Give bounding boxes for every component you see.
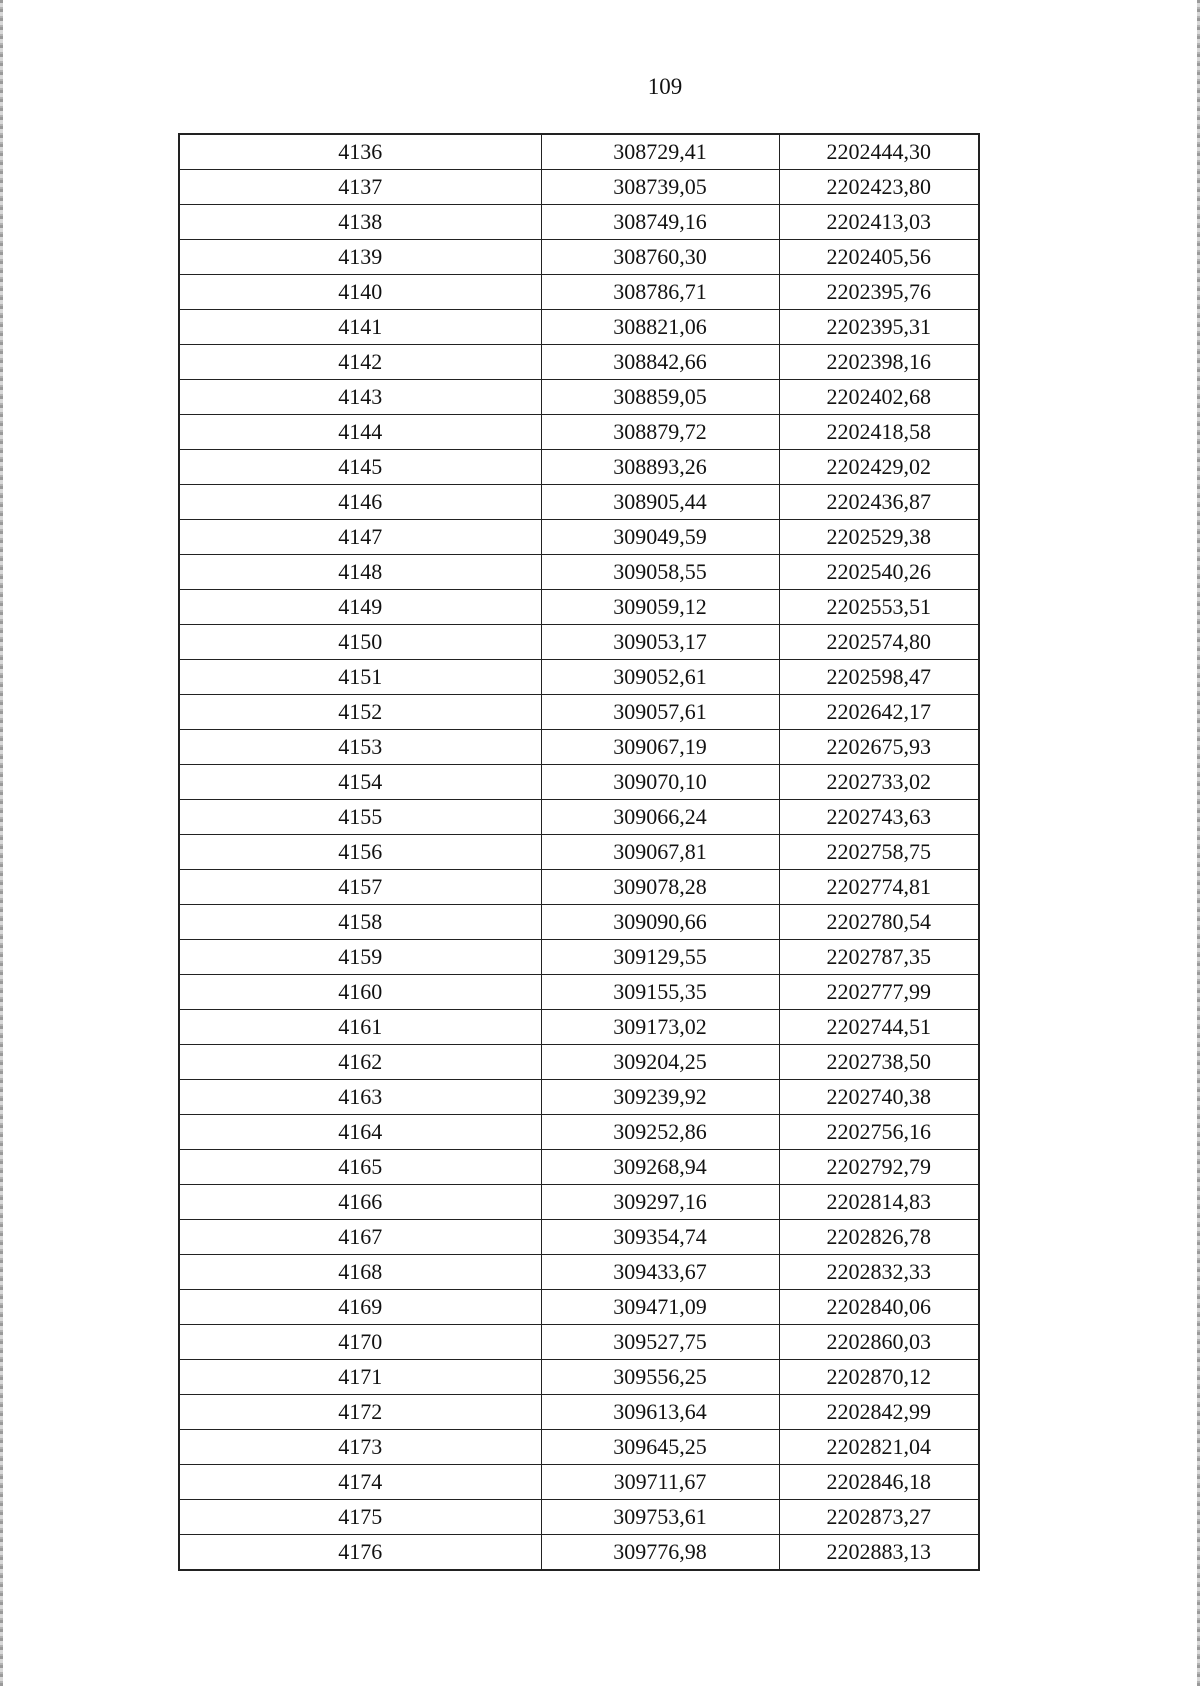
point-number-cell: 4174 <box>179 1465 541 1500</box>
x-coordinate-cell: 308739,05 <box>541 170 779 205</box>
point-number-cell: 4151 <box>179 660 541 695</box>
x-coordinate-cell: 309613,64 <box>541 1395 779 1430</box>
x-coordinate-cell: 309067,81 <box>541 835 779 870</box>
point-number-cell: 4144 <box>179 415 541 450</box>
table-row <box>179 1115 979 1150</box>
point-number-cell: 4154 <box>179 765 541 800</box>
x-coordinate-cell: 309155,35 <box>541 975 779 1010</box>
x-coordinate-cell: 309252,86 <box>541 1115 779 1150</box>
y-coordinate-cell: 2202402,68 <box>779 380 979 415</box>
x-coordinate-cell: 308821,06 <box>541 310 779 345</box>
y-coordinate-cell: 2202675,93 <box>779 730 979 765</box>
x-coordinate-cell: 309059,12 <box>541 590 779 625</box>
point-number-cell: 4156 <box>179 835 541 870</box>
y-coordinate-cell: 2202395,76 <box>779 275 979 310</box>
point-number-cell: 4142 <box>179 345 541 380</box>
x-coordinate-cell: 308893,26 <box>541 450 779 485</box>
point-number-cell: 4136 <box>179 134 541 170</box>
table-row <box>179 625 979 660</box>
y-coordinate-cell: 2202418,58 <box>779 415 979 450</box>
table-row <box>179 1360 979 1395</box>
x-coordinate-cell: 308760,30 <box>541 240 779 275</box>
y-coordinate-cell: 2202395,31 <box>779 310 979 345</box>
y-coordinate-cell: 2202832,33 <box>779 1255 979 1290</box>
table-row <box>179 800 979 835</box>
point-number-cell: 4149 <box>179 590 541 625</box>
y-coordinate-cell: 2202733,02 <box>779 765 979 800</box>
table-row <box>179 1080 979 1115</box>
y-coordinate-cell: 2202870,12 <box>779 1360 979 1395</box>
point-number-cell: 4160 <box>179 975 541 1010</box>
point-number-cell: 4161 <box>179 1010 541 1045</box>
point-number-cell: 4165 <box>179 1150 541 1185</box>
table-row <box>179 1500 979 1535</box>
y-coordinate-cell: 2202398,16 <box>779 345 979 380</box>
coordinates-table <box>178 133 980 1571</box>
table-row <box>179 520 979 555</box>
table-row <box>179 1325 979 1360</box>
point-number-cell: 4138 <box>179 205 541 240</box>
x-coordinate-cell: 309711,67 <box>541 1465 779 1500</box>
y-coordinate-cell: 2202758,75 <box>779 835 979 870</box>
y-coordinate-cell: 2202574,80 <box>779 625 979 660</box>
point-number-cell: 4152 <box>179 695 541 730</box>
point-number-cell: 4172 <box>179 1395 541 1430</box>
point-number-cell: 4159 <box>179 940 541 975</box>
coordinates-table-body <box>179 134 979 1570</box>
y-coordinate-cell: 2202860,03 <box>779 1325 979 1360</box>
table-row <box>179 765 979 800</box>
y-coordinate-cell: 2202598,47 <box>779 660 979 695</box>
y-coordinate-cell: 2202553,51 <box>779 590 979 625</box>
x-coordinate-cell: 309057,61 <box>541 695 779 730</box>
x-coordinate-cell: 308786,71 <box>541 275 779 310</box>
x-coordinate-cell: 309471,09 <box>541 1290 779 1325</box>
y-coordinate-cell: 2202529,38 <box>779 520 979 555</box>
x-coordinate-cell: 309354,74 <box>541 1220 779 1255</box>
y-coordinate-cell: 2202883,13 <box>779 1535 979 1571</box>
point-number-cell: 4155 <box>179 800 541 835</box>
point-number-cell: 4167 <box>179 1220 541 1255</box>
x-coordinate-cell: 308879,72 <box>541 415 779 450</box>
x-coordinate-cell: 309173,02 <box>541 1010 779 1045</box>
point-number-cell: 4153 <box>179 730 541 765</box>
point-number-cell: 4171 <box>179 1360 541 1395</box>
x-coordinate-cell: 309645,25 <box>541 1430 779 1465</box>
table-row <box>179 310 979 345</box>
table-row <box>179 1290 979 1325</box>
point-number-cell: 4157 <box>179 870 541 905</box>
table-row <box>179 730 979 765</box>
x-coordinate-cell: 309753,61 <box>541 1500 779 1535</box>
y-coordinate-cell: 2202792,79 <box>779 1150 979 1185</box>
y-coordinate-cell: 2202429,02 <box>779 450 979 485</box>
table-row <box>179 134 979 170</box>
y-coordinate-cell: 2202873,27 <box>779 1500 979 1535</box>
y-coordinate-cell: 2202423,80 <box>779 170 979 205</box>
y-coordinate-cell: 2202780,54 <box>779 905 979 940</box>
x-coordinate-cell: 309556,25 <box>541 1360 779 1395</box>
y-coordinate-cell: 2202840,06 <box>779 1290 979 1325</box>
table-row <box>179 1045 979 1080</box>
point-number-cell: 4143 <box>179 380 541 415</box>
x-coordinate-cell: 309527,75 <box>541 1325 779 1360</box>
y-coordinate-cell: 2202842,99 <box>779 1395 979 1430</box>
x-coordinate-cell: 309078,28 <box>541 870 779 905</box>
y-coordinate-cell: 2202413,03 <box>779 205 979 240</box>
table-row <box>179 695 979 730</box>
point-number-cell: 4140 <box>179 275 541 310</box>
table-row <box>179 1535 979 1571</box>
table-row <box>179 590 979 625</box>
table-row <box>179 1185 979 1220</box>
table-row <box>179 1465 979 1500</box>
x-coordinate-cell: 308905,44 <box>541 485 779 520</box>
point-number-cell: 4141 <box>179 310 541 345</box>
y-coordinate-cell: 2202642,17 <box>779 695 979 730</box>
point-number-cell: 4175 <box>179 1500 541 1535</box>
point-number-cell: 4139 <box>179 240 541 275</box>
x-coordinate-cell: 308842,66 <box>541 345 779 380</box>
point-number-cell: 4166 <box>179 1185 541 1220</box>
table-row <box>179 240 979 275</box>
point-number-cell: 4168 <box>179 1255 541 1290</box>
y-coordinate-cell: 2202821,04 <box>779 1430 979 1465</box>
table-row <box>179 1395 979 1430</box>
x-coordinate-cell: 309268,94 <box>541 1150 779 1185</box>
x-coordinate-cell: 309053,17 <box>541 625 779 660</box>
x-coordinate-cell: 309297,16 <box>541 1185 779 1220</box>
x-coordinate-cell: 309433,67 <box>541 1255 779 1290</box>
x-coordinate-cell: 308859,05 <box>541 380 779 415</box>
table-row <box>179 975 979 1010</box>
table-row <box>179 660 979 695</box>
table-row <box>179 380 979 415</box>
table-row <box>179 170 979 205</box>
point-number-cell: 4170 <box>179 1325 541 1360</box>
x-coordinate-cell: 309239,92 <box>541 1080 779 1115</box>
table-row <box>179 555 979 590</box>
y-coordinate-cell: 2202814,83 <box>779 1185 979 1220</box>
point-number-cell: 4150 <box>179 625 541 660</box>
x-coordinate-cell: 309776,98 <box>541 1535 779 1571</box>
table-row <box>179 275 979 310</box>
point-number-cell: 4173 <box>179 1430 541 1465</box>
y-coordinate-cell: 2202444,30 <box>779 134 979 170</box>
point-number-cell: 4145 <box>179 450 541 485</box>
point-number-cell: 4163 <box>179 1080 541 1115</box>
y-coordinate-cell: 2202738,50 <box>779 1045 979 1080</box>
y-coordinate-cell: 2202436,87 <box>779 485 979 520</box>
table-row <box>179 1150 979 1185</box>
point-number-cell: 4148 <box>179 555 541 590</box>
y-coordinate-cell: 2202740,38 <box>779 1080 979 1115</box>
x-coordinate-cell: 309204,25 <box>541 1045 779 1080</box>
point-number-cell: 4164 <box>179 1115 541 1150</box>
scan-edge-left <box>0 0 3 1686</box>
x-coordinate-cell: 309129,55 <box>541 940 779 975</box>
x-coordinate-cell: 309090,66 <box>541 905 779 940</box>
point-number-cell: 4137 <box>179 170 541 205</box>
point-number-cell: 4146 <box>179 485 541 520</box>
table-row <box>179 835 979 870</box>
x-coordinate-cell: 308729,41 <box>541 134 779 170</box>
x-coordinate-cell: 309052,61 <box>541 660 779 695</box>
table-row <box>179 1220 979 1255</box>
y-coordinate-cell: 2202744,51 <box>779 1010 979 1045</box>
x-coordinate-cell: 309070,10 <box>541 765 779 800</box>
y-coordinate-cell: 2202787,35 <box>779 940 979 975</box>
y-coordinate-cell: 2202756,16 <box>779 1115 979 1150</box>
table-row <box>179 450 979 485</box>
table-row <box>179 1430 979 1465</box>
y-coordinate-cell: 2202846,18 <box>779 1465 979 1500</box>
table-row <box>179 1010 979 1045</box>
table-row <box>179 1255 979 1290</box>
point-number-cell: 4147 <box>179 520 541 555</box>
x-coordinate-cell: 309058,55 <box>541 555 779 590</box>
x-coordinate-cell: 309067,19 <box>541 730 779 765</box>
table-row <box>179 940 979 975</box>
y-coordinate-cell: 2202743,63 <box>779 800 979 835</box>
x-coordinate-cell: 309049,59 <box>541 520 779 555</box>
table-row <box>179 205 979 240</box>
y-coordinate-cell: 2202405,56 <box>779 240 979 275</box>
x-coordinate-cell: 308749,16 <box>541 205 779 240</box>
x-coordinate-cell: 309066,24 <box>541 800 779 835</box>
point-number-cell: 4162 <box>179 1045 541 1080</box>
point-number-cell: 4169 <box>179 1290 541 1325</box>
table-row <box>179 870 979 905</box>
y-coordinate-cell: 2202540,26 <box>779 555 979 590</box>
table-row <box>179 345 979 380</box>
table-row <box>179 485 979 520</box>
y-coordinate-cell: 2202777,99 <box>779 975 979 1010</box>
point-number-cell: 4176 <box>179 1535 541 1571</box>
page-number: 109 <box>647 74 683 99</box>
y-coordinate-cell: 2202826,78 <box>779 1220 979 1255</box>
table-row <box>179 905 979 940</box>
y-coordinate-cell: 2202774,81 <box>779 870 979 905</box>
table-row <box>179 415 979 450</box>
point-number-cell: 4158 <box>179 905 541 940</box>
